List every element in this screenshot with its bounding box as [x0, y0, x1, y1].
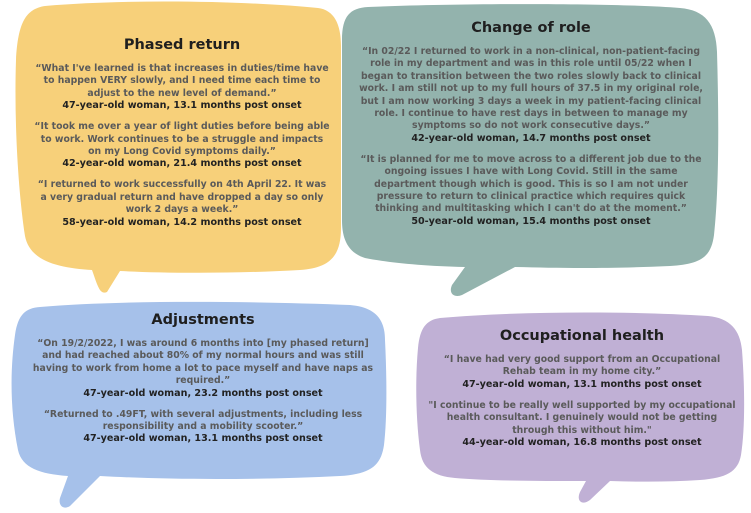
change-of-role-title: Change of role	[471, 20, 591, 36]
quote-text: “On 19/2/2022, I was around 6 months into [my phased return] and had reached about 80% of my normal hours and was still having to work from home a lot to pace myself and have naps as required.”	[32, 338, 374, 387]
quote-text: “Returned to .49FT, with several adjustments, including less responsibility and a mobility scooter.”	[43, 408, 363, 433]
occupational-health-title: Occupational health	[499, 328, 665, 344]
quote-attribution: 47-year-old woman, 13.1 months post onset	[62, 100, 302, 112]
quote-block	[428, 400, 736, 449]
quote-block	[356, 154, 706, 228]
quote-block	[428, 354, 736, 391]
quote-text: "I continue to be really well supported by my occupational health consultant. I genuinely would not be getting through this without him."	[428, 399, 736, 436]
quote-attribution: 47-year-old woman, 13.1 months post onset	[462, 378, 702, 390]
quote-text: “It took me over a year of light duties before being able to work. Work continues to be a struggle and impacts on my Long Covid symptoms daily.”	[34, 121, 330, 158]
quote-block	[34, 179, 330, 228]
quote-block	[30, 338, 376, 400]
phased-return-panel	[34, 37, 330, 238]
quote-text: “What I've learned is that increases in duties/time have to happen VERY slowly, and I need time each time to adjust to the new level of demand.”	[35, 63, 329, 99]
quote-text: “I returned to work successfully on 4th April 22. It was a very gradual return and have dropped a day so only work 2 days a week.”	[37, 179, 327, 216]
quote-attribution: 44-year-old woman, 16.8 months post onset	[462, 437, 702, 449]
quote-attribution: 58-year-old woman, 14.2 months post onset	[62, 216, 302, 228]
quote-attribution: 42-year-old woman, 14.7 months post onset	[411, 132, 651, 144]
occupational-health-panel	[428, 328, 736, 458]
quote-text: “It is planned for me to move across to a different job due to the ongoing issues I have with Long Covid. Still in the same department though which is good. This is so I am not under pressure to return to clinical practice which requires quick thinking and multitasking which I can't do at the moment.”	[360, 153, 702, 215]
quote-text: “In 02/22 I returned to work in a non-clinical, non-patient-facing role in my department and was in this role until 05/22 when I began to transition between the two roles slowly back to clinical work. I am still not up to my full hours of 37.5 in my original role, but I am now working 3 days a week in my patient-facing clinical role. I continue to have rest days in between to manage my symptoms so do not work consecutive days.”	[359, 46, 703, 132]
adjustments-panel	[30, 312, 376, 454]
quote-text: “I have had very good support from an Occupational Rehab team in my home city.”	[443, 354, 721, 378]
quote-block	[356, 46, 706, 145]
phased-return-title: Phased return	[123, 37, 241, 53]
change-of-role-panel	[356, 20, 706, 237]
quote-attribution: 47-year-old woman, 13.1 months post onset	[83, 433, 323, 445]
quote-block	[30, 409, 376, 446]
quote-block	[34, 121, 330, 170]
adjustments-title: Adjustments	[151, 312, 255, 328]
quote-attribution: 47-year-old woman, 23.2 months post onset	[83, 387, 323, 399]
quote-attribution: 50-year-old woman, 15.4 months post onset	[411, 215, 651, 227]
quote-block	[34, 63, 330, 112]
quote-attribution: 42-year-old woman, 21.4 months post onset	[62, 158, 302, 170]
